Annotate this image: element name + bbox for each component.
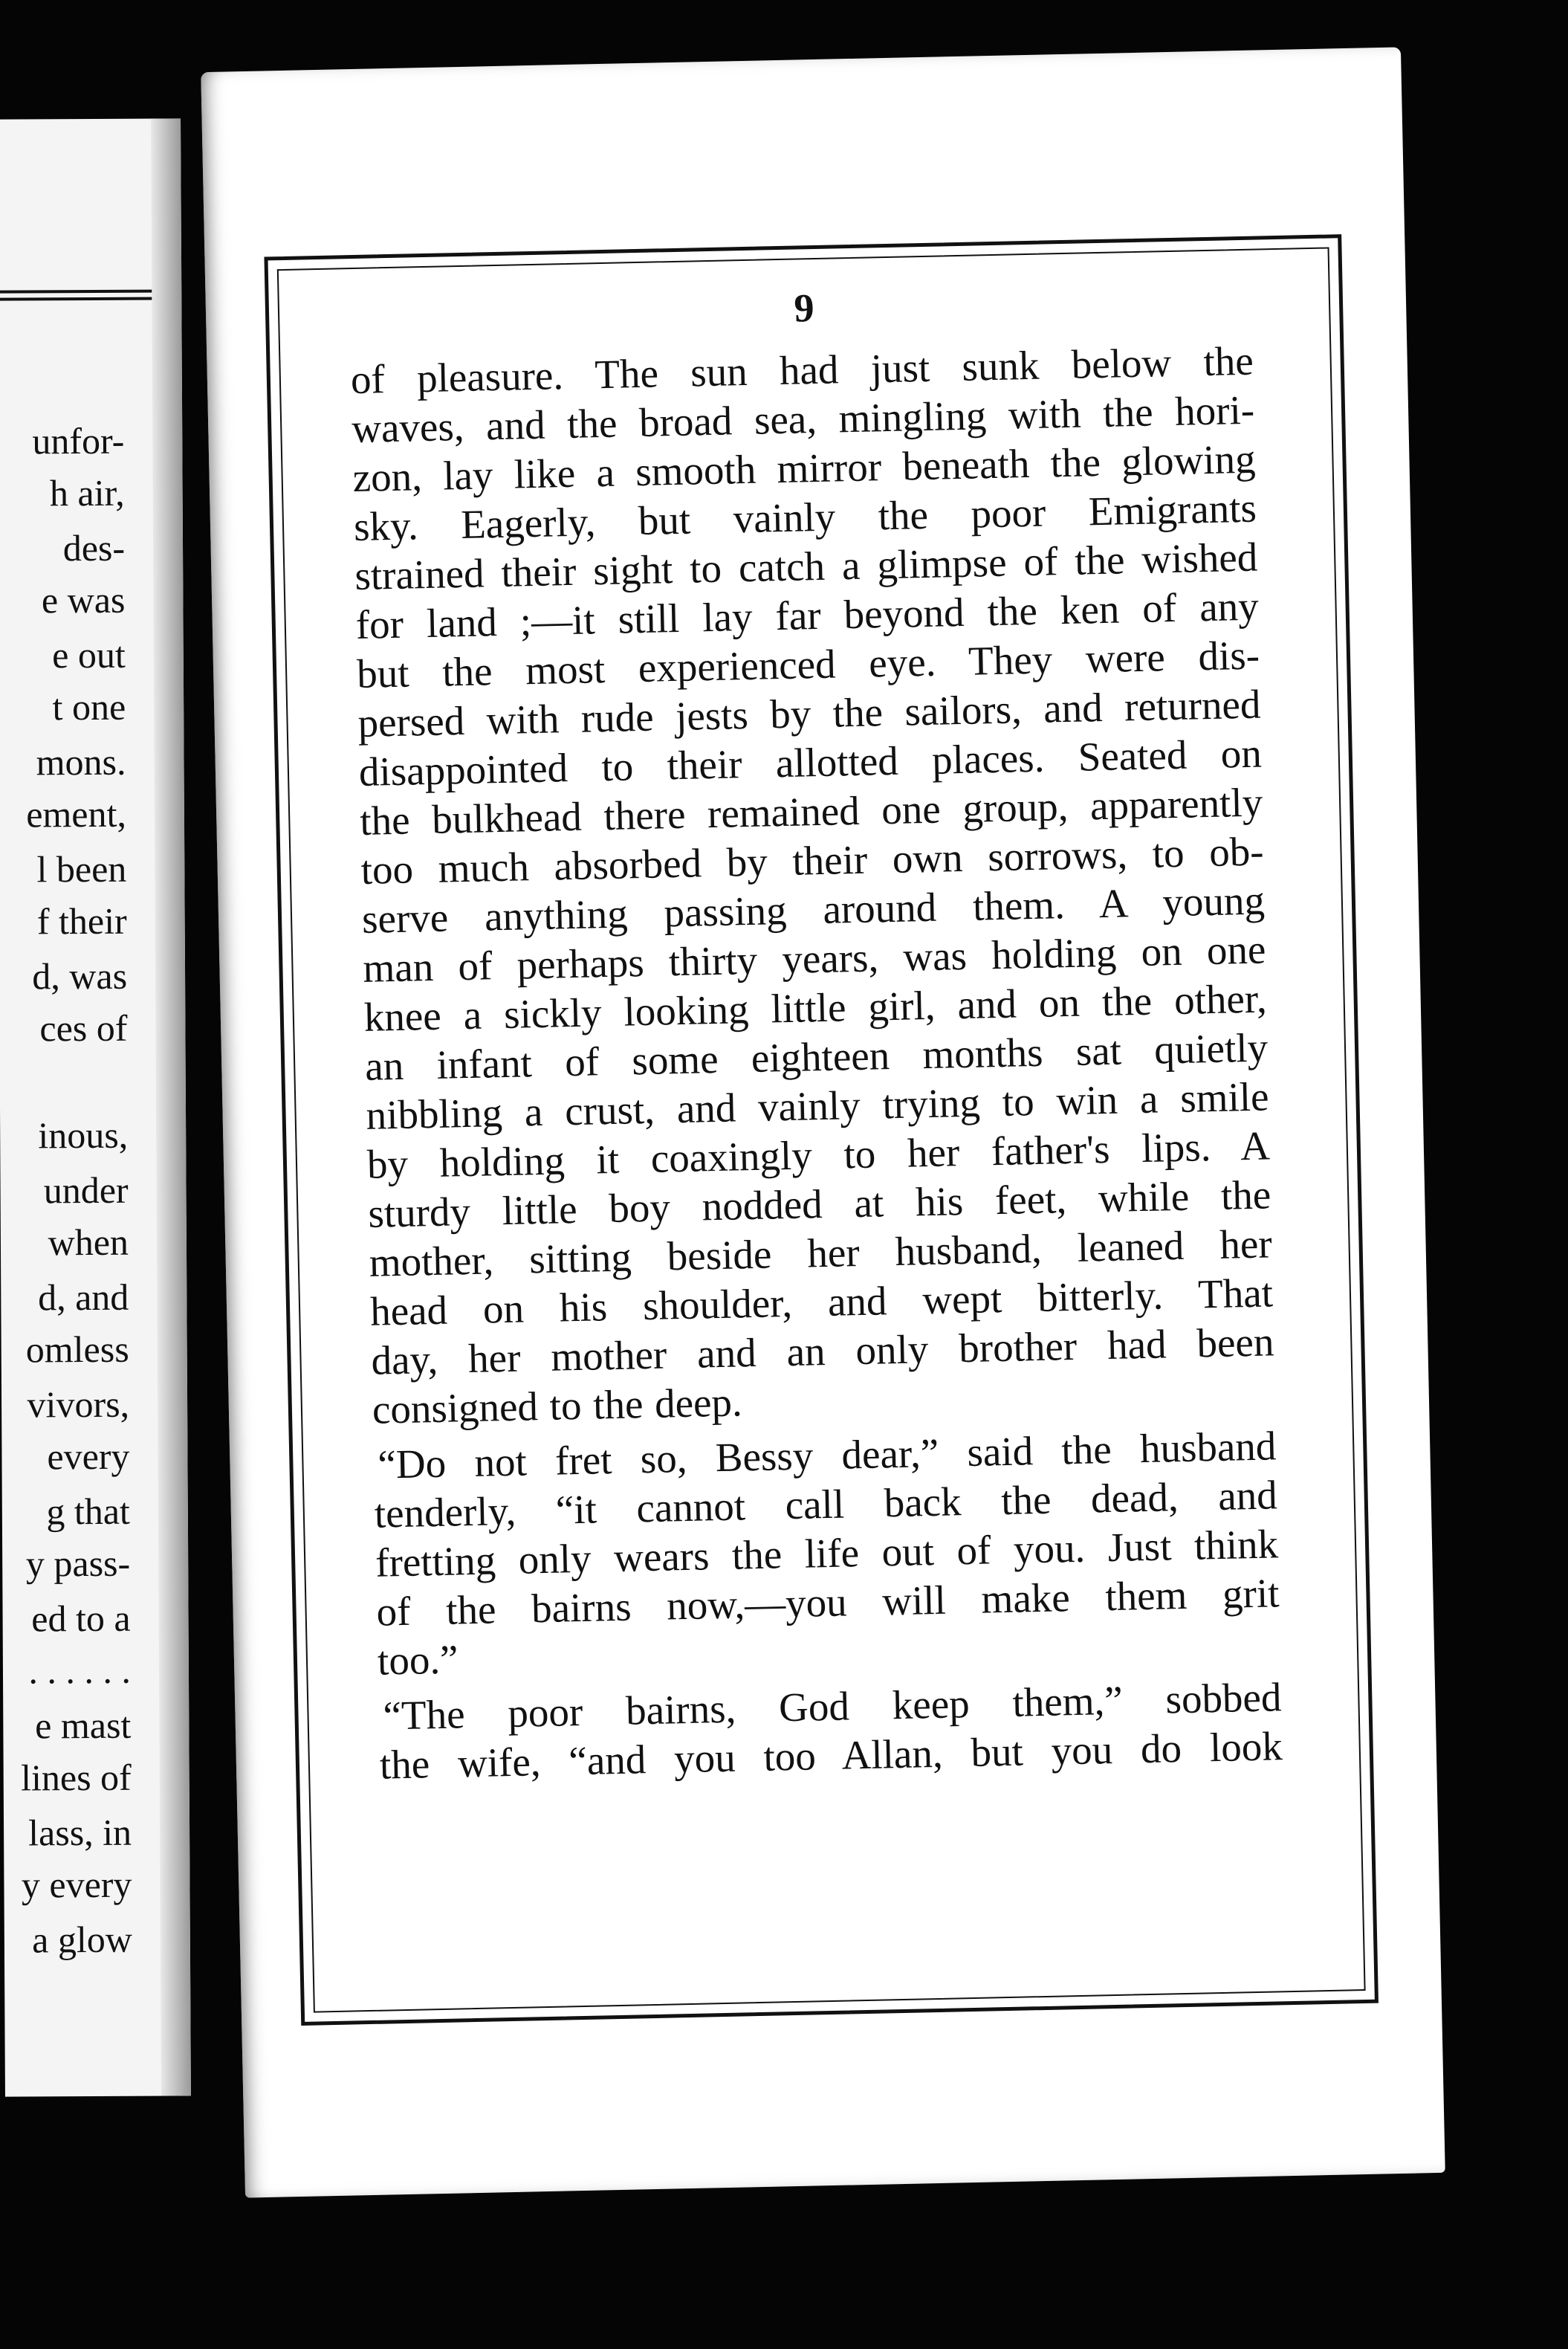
text-line: under (43, 1169, 129, 1212)
text-line: f their (36, 899, 127, 943)
left-page-text (0, 413, 132, 1965)
text-line: zon, lay like a smooth mirror beneath the glowing (352, 436, 1257, 501)
text-line: unfor- (32, 419, 125, 462)
text-line: h air, (49, 471, 125, 514)
text-line: e mast (35, 1704, 132, 1747)
text-line: strained their sight to catch a glimpse of the wished (354, 534, 1258, 599)
body-text (350, 337, 1283, 1790)
text-line: g that (46, 1490, 130, 1533)
text-line: y pass- (25, 1542, 131, 1585)
text-line: “Do not fret so, Bessy dear,” said the husband (377, 1423, 1277, 1487)
text-line: mother, sitting beside her husband, leaned her (369, 1221, 1273, 1285)
text-line: knee a sickly looking little girl, and on the other, (363, 975, 1268, 1040)
text-line: d, and (37, 1276, 129, 1319)
text-line: of the bairns now,—you will make them grit (376, 1570, 1280, 1635)
text-line (0, 1056, 128, 1111)
text-line: too much absorbed by their own sorrows, to ob- (360, 828, 1265, 893)
text-line: waves, and the broad sea, mingling with the hori- (351, 387, 1255, 452)
text-line: tenderly, “it cannot call back the dead, and (374, 1472, 1278, 1537)
text-line: serve anything passing around them. A young (361, 877, 1266, 942)
text-line: e was (41, 578, 126, 621)
text-line: e out (52, 633, 126, 676)
text-line: too.” (377, 1636, 459, 1684)
text-line: . . . . . . (28, 1649, 132, 1692)
text-line: persed with rude jests by the sailors, and returned (357, 681, 1261, 746)
text-line: ed to a (31, 1597, 131, 1640)
text-line: des- (62, 526, 126, 569)
text-line: mons. (36, 740, 126, 783)
book-page (201, 47, 1445, 2197)
text-line: ement, (26, 792, 127, 836)
text-line: lines of (20, 1756, 132, 1799)
text-line: ces of (39, 1007, 128, 1050)
page-number: 9 (793, 285, 815, 331)
text-line: when (48, 1221, 129, 1264)
text-line: for land ;—it still lay far beyond the ken of any (355, 583, 1260, 648)
text-line: head on his shoulder, and wept bitterly. That (369, 1270, 1274, 1334)
text-line: the bulkhead there remained one group, apparently (359, 779, 1263, 844)
text-line: vivors, (27, 1383, 130, 1426)
text-line: l been (36, 847, 127, 891)
text-line: man of perhaps thirty years, was holding on one (362, 926, 1266, 991)
text-line: a glow (32, 1918, 133, 1961)
text-line: of pleasure. The sun had just sunk below the (350, 337, 1254, 403)
text-line: lass, in (28, 1811, 132, 1854)
left-facing-page (0, 118, 191, 2096)
text-line: day, her mother and an only brother had been (370, 1319, 1274, 1383)
page-border-frame (264, 234, 1379, 2026)
text-line: every (47, 1435, 130, 1478)
text-line: consigned to the deep. (372, 1379, 743, 1432)
text-line: disappointed to their allotted places. Seated on (358, 730, 1263, 795)
text-line: but the most experienced eye. They were dis- (356, 632, 1260, 697)
text-line: an infant of some eighteen months sat quietly (364, 1024, 1269, 1089)
text-line: t one (52, 685, 126, 728)
text-line: y every (21, 1863, 132, 1906)
text-line: nibbling a crust, and vainly trying to win a smile (366, 1073, 1270, 1138)
text-line: omless (25, 1328, 129, 1371)
text-line: d, was (32, 954, 128, 998)
text-line: by holding it coaxingly to her father's lips. A (366, 1122, 1271, 1187)
text-line: inous, (38, 1114, 129, 1157)
text-line: sky. Eagerly, but vainly the poor Emigrants (353, 485, 1257, 550)
text-line: “The poor bairns, God keep them,” sobbed (382, 1674, 1282, 1739)
text-line: sturdy little boy nodded at his feet, while the (367, 1172, 1271, 1236)
text-line: the wife, “and you too Allan, but you do look (379, 1723, 1283, 1788)
text-line: fretting only wears the life out of you. Just think (375, 1521, 1279, 1586)
